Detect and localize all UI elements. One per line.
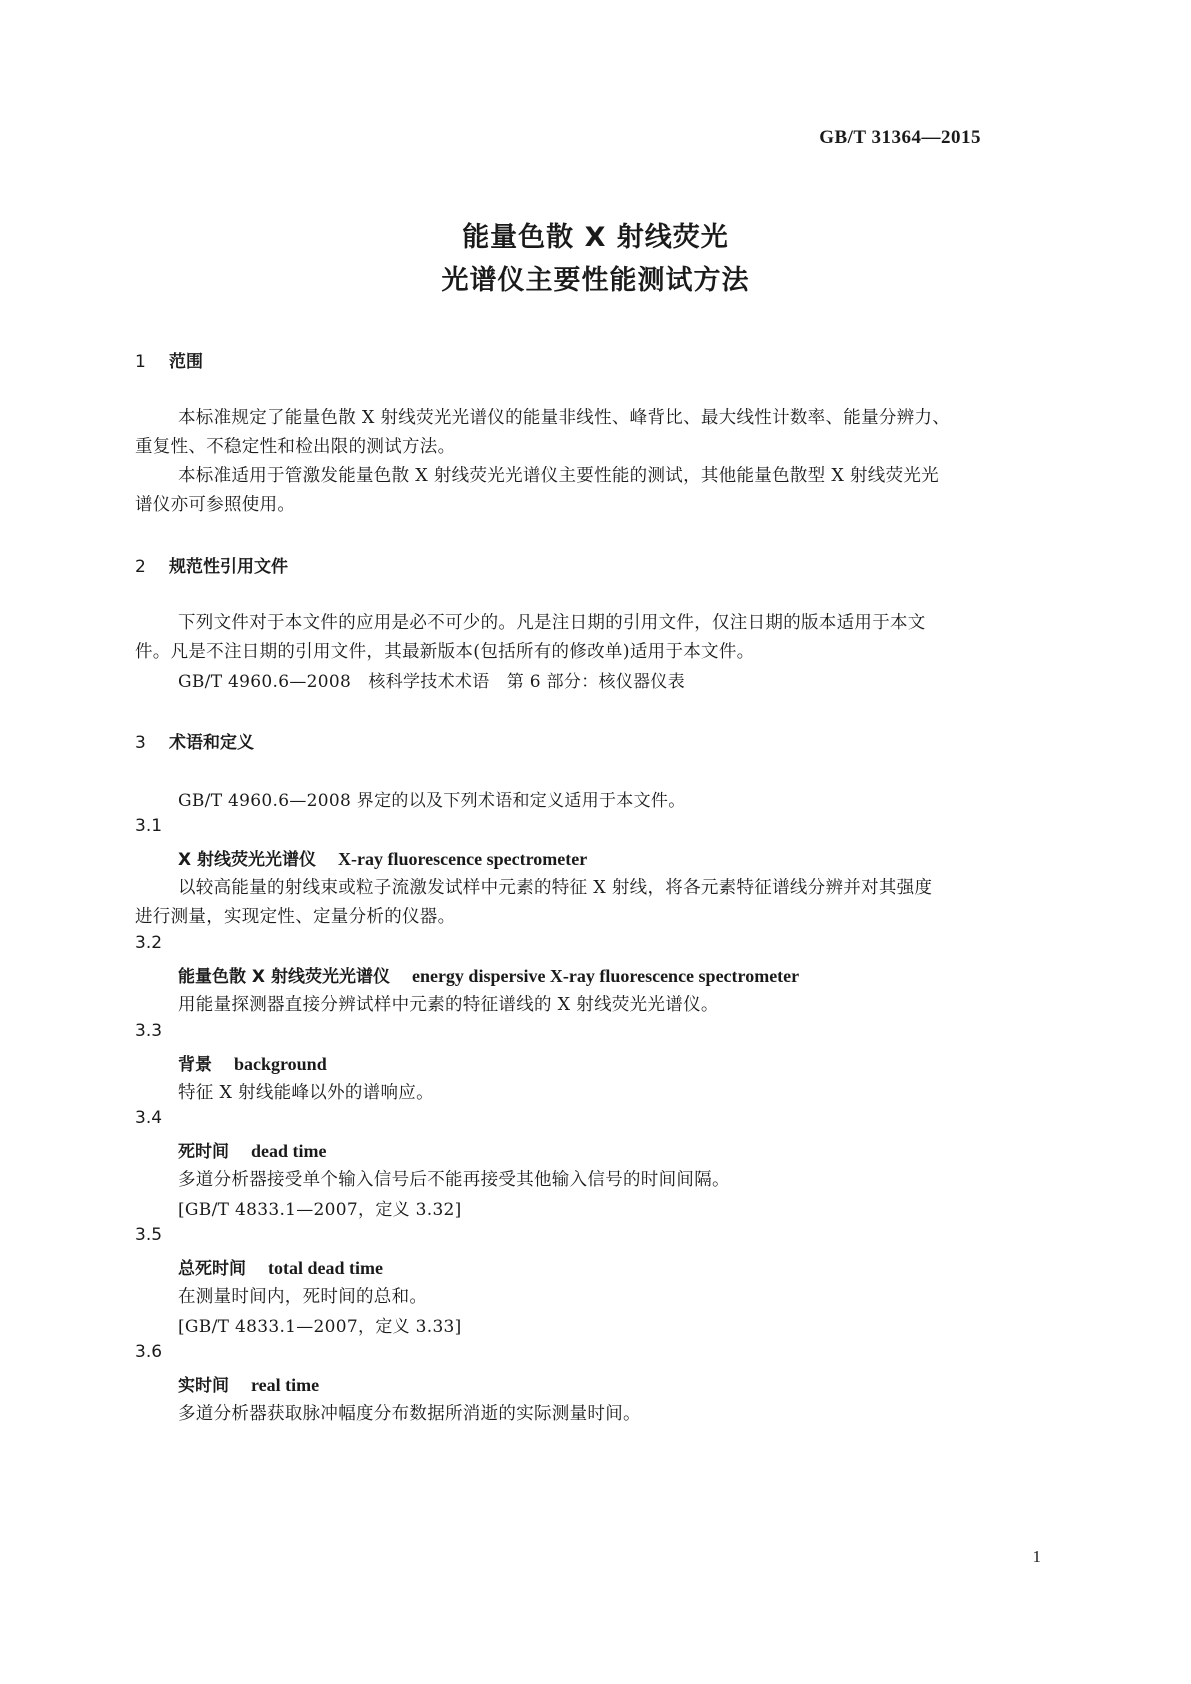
term-en: background [234,1054,327,1074]
term-heading [178,962,799,987]
section-number: 1 [135,352,146,372]
term-source: [GB/T 4833.1—2007，定义 3.32] [178,1200,462,1220]
term-zh: 实时间 [178,1376,229,1396]
term-en: real time [251,1375,320,1395]
term-definition-line-1: 以较高能量的射线束或粒子流激发试样中元素的特征 X 射线，将各元素特征谱线分辨并对其强度 [178,878,933,898]
section-title: 术语和定义 [169,733,254,753]
section-3-intro: GB/T 4960.6—2008 界定的以及下列术语和定义适用于本文件。 [178,791,686,811]
term-heading [178,1137,327,1162]
term-definition-line-1: 多道分析器接受单个输入信号后不能再接受其他输入信号的时间间隔。 [178,1170,730,1190]
section-3-heading [135,728,254,753]
section-2-paragraph-line-2: 件。凡是不注日期的引用文件，其最新版本(包括所有的修改单)适用于本文件。 [135,642,755,662]
term-heading [178,1254,383,1279]
doc-title-line-1: 能量色散 X 射线荧光 [462,222,729,253]
term-number: 3.3 [135,1021,163,1041]
term-zh: 能量色散 X 射线荧光光谱仪 [178,967,390,987]
doc-title-line-2: 光谱仪主要性能测试方法 [441,265,750,296]
section-2-paragraph-line-1: 下列文件对于本文件的应用是必不可少的。凡是注日期的引用文件，仅注日期的版本适用于本文 [178,613,926,633]
term-zh: 死时间 [178,1142,229,1162]
term-heading [178,845,587,870]
section-title: 规范性引用文件 [169,557,288,577]
term-zh: X 射线荧光光谱仪 [178,850,317,870]
term-en: total dead time [268,1258,383,1278]
term-number: 3.1 [135,816,163,836]
term-definition-line-2: 进行测量，实现定性、定量分析的仪器。 [135,907,456,927]
term-en: X-ray fluorescence spectrometer [338,849,588,869]
section-1-heading [135,347,203,372]
term-en: energy dispersive X-ray fluorescence spectrometer [411,966,800,986]
standard-number: GB/T 31364—2015 [819,127,981,148]
term-definition-line-1: 特征 X 射线能峰以外的谱响应。 [178,1083,434,1103]
section-title: 范围 [169,352,203,372]
term-zh: 背景 [178,1055,212,1075]
term-number: 3.2 [135,933,163,953]
section-1-paragraph-2-line-1: 本标准适用于管激发能量色散 X 射线荧光光谱仪主要性能的测试，其他能量色散型 X 射线荧光光 [178,466,939,486]
term-heading [178,1371,319,1396]
section-1-paragraph-1-line-2: 重复性、不稳定性和检出限的测试方法。 [135,437,456,457]
section-number: 3 [135,733,146,753]
page-number: 1 [1032,1547,1041,1566]
term-number: 3.5 [135,1225,163,1245]
term-definition-line-1: 用能量探测器直接分辨试样中元素的特征谱线的 X 射线荧光光谱仪。 [178,995,719,1015]
section-1-paragraph-1-line-1: 本标准规定了能量色散 X 射线荧光光谱仪的能量非线性、峰背比、最大线性计数率、能量分辨力、 [178,408,951,428]
section-number: 2 [135,557,146,577]
term-number: 3.4 [135,1108,163,1128]
term-definition-line-1: 多道分析器获取脉冲幅度分布数据所消逝的实际测量时间。 [178,1404,641,1424]
section-1-paragraph-2-line-2: 谱仪亦可参照使用。 [135,495,296,515]
term-heading [178,1050,327,1075]
term-source: [GB/T 4833.1—2007，定义 3.33] [178,1317,462,1337]
term-zh: 总死时间 [178,1259,246,1279]
term-definition-line-1: 在测量时间内，死时间的总和。 [178,1287,428,1307]
section-2-heading [135,552,288,577]
normative-reference: GB/T 4960.6—2008 核科学技术术语 第 6 部分：核仪器仪表 [178,672,686,692]
term-number: 3.6 [135,1342,163,1362]
term-en: dead time [251,1141,327,1161]
